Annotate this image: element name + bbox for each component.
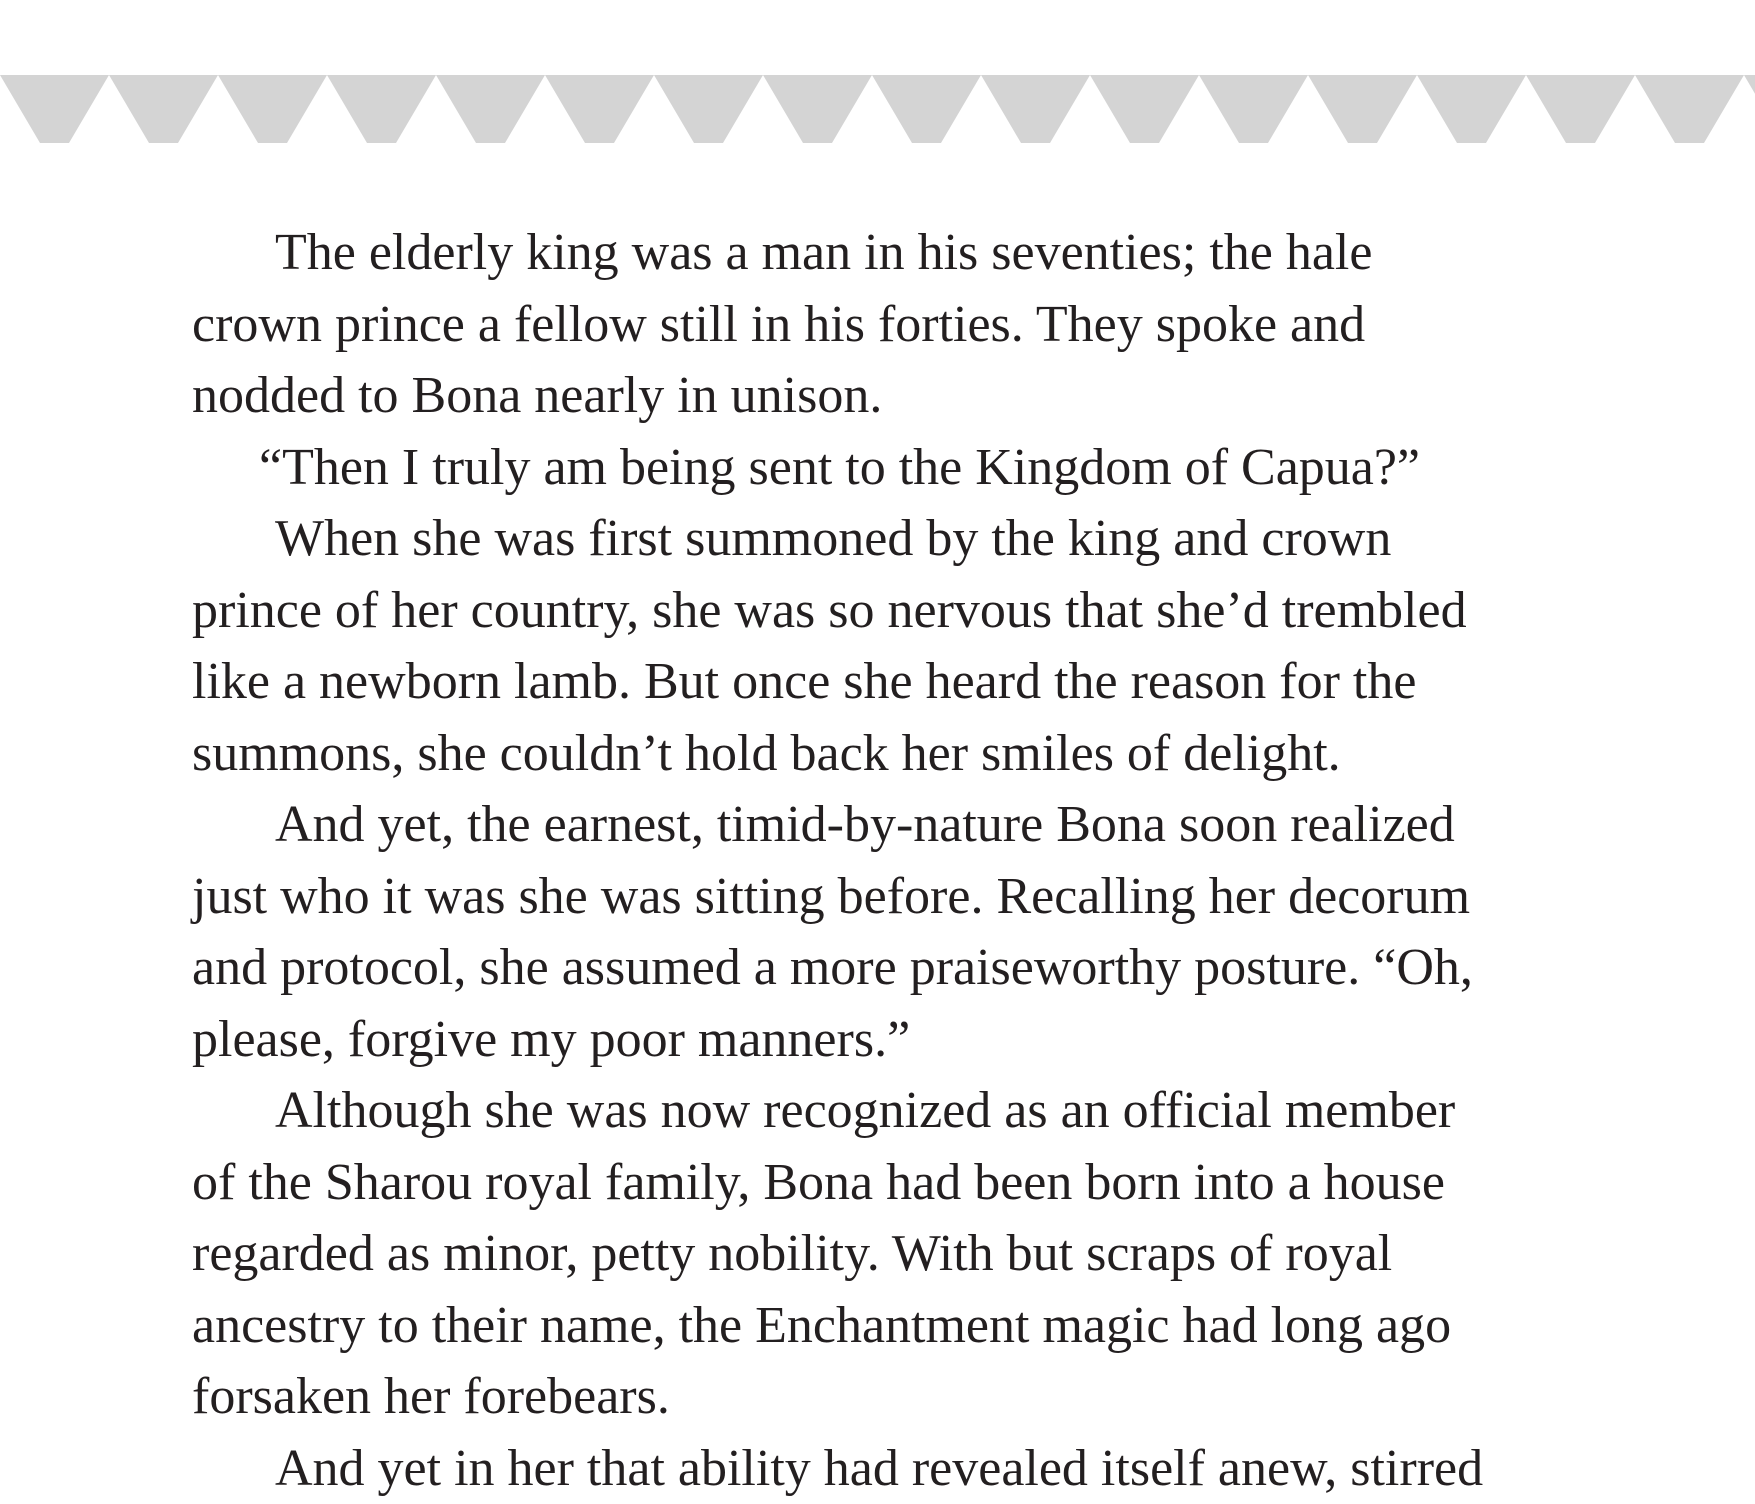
text-line: just who it was she was sitting before. Recalling her decorum: [192, 861, 1612, 933]
text-line: regarded as minor, petty nobility. With but scraps of royal: [192, 1218, 1612, 1290]
text-line: And yet in her that ability had revealed itself anew, stirred: [192, 1433, 1612, 1504]
book-page-text: [192, 217, 1612, 1504]
text-line: please, forgive my poor manners.”: [192, 1004, 1612, 1076]
text-line: summons, she couldn’t hold back her smiles of delight.: [192, 718, 1612, 790]
text-line: and protocol, she assumed a more praiseworthy posture. “Oh,: [192, 932, 1612, 1004]
text-line: Although she was now recognized as an official member: [192, 1075, 1612, 1147]
text-line: The elderly king was a man in his seventies; the hale: [192, 217, 1612, 289]
decorative-triangle-banner: [0, 75, 1755, 143]
text-line: And yet, the earnest, timid-by-nature Bona soon realized: [192, 789, 1612, 861]
text-line: like a newborn lamb. But once she heard the reason for the: [192, 646, 1612, 718]
text-line: When she was first summoned by the king and crown: [192, 503, 1612, 575]
text-line: prince of her country, she was so nervous that she’d trembled: [192, 575, 1612, 647]
text-line: nodded to Bona nearly in unison.: [192, 360, 1612, 432]
text-line: “Then I truly am being sent to the Kingdom of Capua?”: [192, 432, 1612, 504]
text-line: ancestry to their name, the Enchantment magic had long ago: [192, 1290, 1612, 1362]
text-line: crown prince a fellow still in his forties. They spoke and: [192, 289, 1612, 361]
text-line: forsaken her forebears.: [192, 1361, 1612, 1433]
text-line: of the Sharou royal family, Bona had been born into a house: [192, 1147, 1612, 1219]
